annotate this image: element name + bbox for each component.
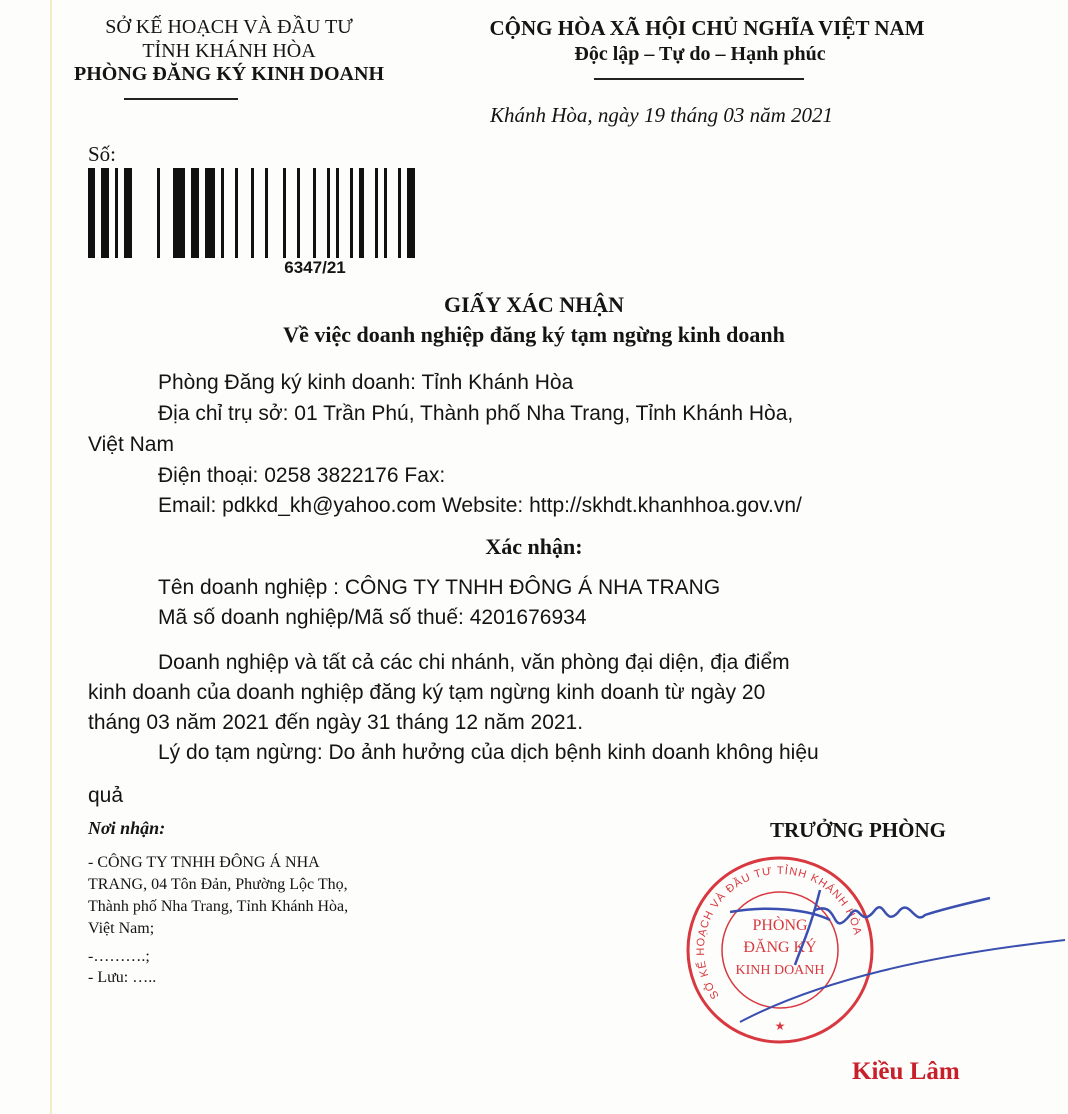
barcode-bar [124,168,132,258]
date-line: Khánh Hòa, ngày 19 tháng 03 năm 2021 [490,103,833,127]
office-address-cont: Việt Nam [88,433,174,456]
recipients-label: Nơi nhận: [88,818,166,838]
barcode-number: 6347/21 [284,258,346,277]
recipient-line: - Lưu: ….. [88,969,157,986]
office-name: Phòng Đăng ký kinh doanh: Tỉnh Khánh Hòa [158,371,574,394]
signer-title: TRƯỞNG PHÒNG [770,818,946,842]
paragraph-line: Doanh nghiệp và tất cả các chi nhánh, văn phòng đại diện, địa điểm [158,651,790,674]
signer-name: Kiều Lâm [852,1058,960,1085]
confirm-heading: Xác nhận: [485,534,583,559]
barcode-bar [205,168,215,258]
national-motto: Độc lập – Tự do – Hạnh phúc [574,43,826,65]
agency-line-1: SỞ KẾ HOẠCH VÀ ĐẦU TƯ [105,16,353,38]
agency-line-3: PHÒNG ĐĂNG KÝ KINH DOANH [74,63,384,85]
barcode-bar [173,168,185,258]
national-title: CỘNG HÒA XÃ HỘI CHỦ NGHĨA VIỆT NAM [489,16,925,40]
barcode-bar [327,168,330,258]
recipient-line: - CÔNG TY TNHH ĐÔNG Á NHA [88,854,320,871]
recipient-line: TRANG, 04 Tôn Đản, Phường Lộc Thọ, [88,876,348,893]
barcode-bar [375,168,378,258]
barcode-bar [115,168,118,258]
signature [700,870,1068,1050]
barcode-bar [313,168,316,258]
barcode-bar [398,168,401,258]
barcode [88,168,538,258]
barcode-bar [350,168,353,258]
recipient-line: Việt Nam; [88,920,155,937]
office-email: Email: pdkkd_kh@yahoo.com Website: http://skhdt.khanhhoa.gov.vn/ [158,494,802,517]
stamp-center-line: ĐĂNG KÝ [743,939,817,956]
office-address: Địa chỉ trụ sở: 01 Trần Phú, Thành phố Nha Trang, Tỉnh Khánh Hòa, [158,402,794,425]
barcode-bar [101,168,109,258]
company-tax-code: Mã số doanh nghiệp/Mã số thuế: 4201676934 [158,606,587,629]
stamp-center-line: KINH DOANH [735,963,825,978]
barcode-bar [88,168,95,258]
barcode-bar [336,168,339,258]
barcode-bar [235,168,238,258]
document-subtitle: Về việc doanh nghiệp đăng ký tạm ngừng kinh doanh [283,322,785,347]
barcode-bar [297,168,300,258]
document-number-label: Số: [88,142,117,166]
barcode-bar [359,168,364,258]
recipient-line: -……….; [88,948,150,965]
barcode-bar [191,168,199,258]
agency-line-2: TỈNH KHÁNH HÒA [142,40,316,62]
suspension-reason: Lý do tạm ngừng: Do ảnh hưởng của dịch bệnh kinh doanh không hiệu [158,741,819,764]
office-phone: Điện thoại: 0258 3822176 Fax: [158,464,446,487]
agency-underline [124,98,238,100]
barcode-bar [407,168,415,258]
page-edge [50,0,52,1114]
barcode-bar [265,168,268,258]
suspension-reason-cont: quả [88,784,124,807]
barcode-bar [384,168,387,258]
stamp-ring-text: SỞ KẾ HOẠCH VÀ ĐẦU TƯ TỈNH KHÁNH HÒA [694,864,864,1001]
barcode-bar [221,168,224,258]
barcode-bar [283,168,286,258]
barcode-bar [157,168,160,258]
document-title: GIẤY XÁC NHẬN [443,292,625,317]
stamp-center-line: PHÒNG [752,917,808,934]
motto-underline [594,78,804,80]
paragraph-line: tháng 03 năm 2021 đến ngày 31 tháng 12 năm 2021. [88,711,584,734]
company-name: Tên doanh nghiệp : CÔNG TY TNHH ĐÔNG Á NHA TRANG [158,576,721,599]
paragraph-line: kinh doanh của doanh nghiệp đăng ký tạm ngừng kinh doanh từ ngày 20 [88,681,766,704]
stamp-star-icon: ★ [774,1019,786,1033]
barcode-bar [251,168,254,258]
recipient-line: Thành phố Nha Trang, Tỉnh Khánh Hòa, [88,898,349,915]
